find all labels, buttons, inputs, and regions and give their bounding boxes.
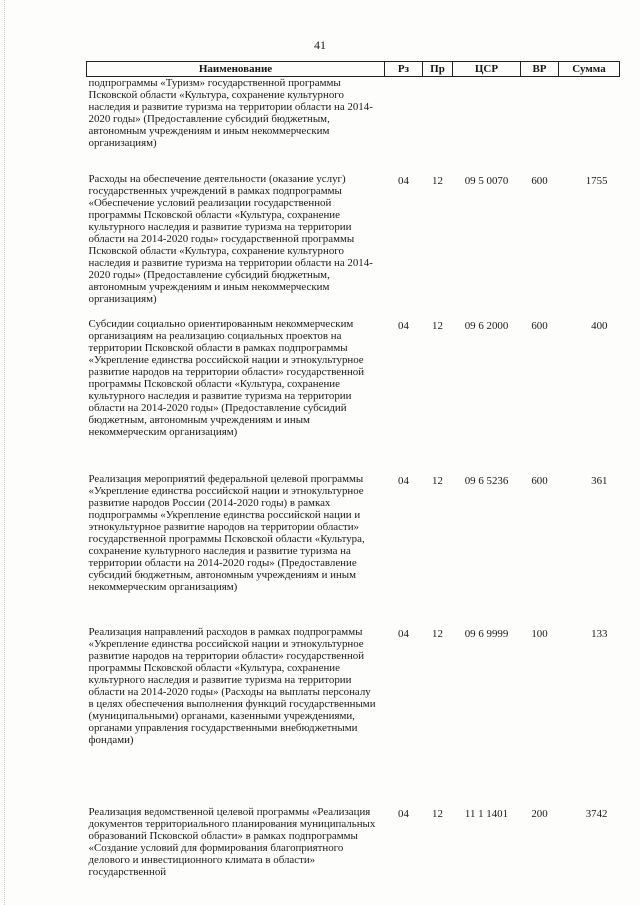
row-sum: 400 xyxy=(591,319,608,332)
row-vr xyxy=(521,77,559,173)
row-rz: 04 xyxy=(398,627,409,640)
row-pr xyxy=(423,77,453,173)
header-rz: Рз xyxy=(385,62,423,77)
row-vr: 600 xyxy=(531,319,548,332)
row-rz: 04 xyxy=(398,319,409,332)
row-vr: 200 xyxy=(531,807,548,820)
budget-table xyxy=(86,61,620,878)
scan-edge xyxy=(4,0,6,905)
row-pr: 12 xyxy=(432,627,443,640)
row-vr: 600 xyxy=(531,174,548,187)
row-sum: 361 xyxy=(591,474,608,487)
row-rz: 04 xyxy=(398,474,409,487)
row-vr: 100 xyxy=(531,627,548,640)
row-csr: 09 6 9999 xyxy=(464,627,509,640)
header-pr: Пр xyxy=(423,62,453,77)
row-csr xyxy=(453,77,521,173)
row-sum: 1755 xyxy=(585,174,608,187)
row-csr: 09 6 2000 xyxy=(464,319,509,332)
row-pr: 12 xyxy=(432,174,443,187)
row-rz xyxy=(385,77,423,173)
table-row xyxy=(87,473,620,626)
row-name: подпрограммы «Туризм» государственной программы Псковской области «Культура, сохранение культурного наследия и развитие туризма на территории области на 2014-2020 годы» (Предоставление субсидий бюджетным, автономным учреждениям и иным некоммерческим организациям) xyxy=(88,77,373,150)
header-name: Наименование xyxy=(87,62,385,77)
row-pr: 12 xyxy=(432,807,443,820)
table-row xyxy=(87,318,620,473)
page-number: 41 xyxy=(314,38,326,52)
row-vr: 600 xyxy=(531,474,548,487)
row-sum xyxy=(559,77,620,173)
row-name: Реализация ведомственной целевой программы «Реализация документов территориального планирования муниципальных образований Псковской области» в рамках подпрограммы «Создание условий для формирования благоприятного делового и инвестиционного климата в области» государственной xyxy=(88,805,376,878)
row-rz: 04 xyxy=(398,807,409,820)
row-pr: 12 xyxy=(432,474,443,487)
table-row xyxy=(87,806,620,878)
row-name: Расходы на обеспечение деятельности (оказание услуг) государственных учреждений в рамках подпрограммы «Обеспечение условий реализации государственной программы Псковской области «Культура, сохранение культурного наследия и развитие туризма на территории области на 2014-2020 годы» государственной программы Псковской области «Культура, сохранение культурного наследия и развитие туризма на территории области на 2014-2020 годы» (Предоставление субсидий бюджетным, автономным учреждениям и иным некоммерческим организациям) xyxy=(88,172,373,305)
row-pr: 12 xyxy=(432,319,443,332)
table-row xyxy=(87,77,620,173)
row-csr: 09 6 5236 xyxy=(464,474,509,487)
row-name: Субсидии социально ориентированным некоммерческим организациям на реализацию социальных проектов на территории Псковской области в рамках подпрограммы «Укрепление единства российской нации и этнокультурное развитие народов на территории области» государственной программы Псковской области «Культура, сохранение культурного наследия и развитие туризма на территории области на 2014-2020 годы» (Предоставление субсидий бюджетным, автономным учреждениям и иным некоммерческим организациям) xyxy=(88,317,365,438)
header-sum: Сумма xyxy=(559,62,620,77)
row-sum: 3742 xyxy=(585,807,608,820)
table-row xyxy=(87,173,620,318)
row-name: Реализация мероприятий федеральной целевой программы «Укрепление единства российской нации и этнокультурное развитие народов России (2014-2020 годы) в рамках подпрограммы «Укрепление единства российской нации и этнокультурное развитие народов на территории области» государственной программы Псковской области «Культура, сохранение культурного наследия и развитие туризма на территории области на 2014-2020 годы» (Предоставление субсидий бюджетным, автономным учреждениям и иным некоммерческим организациям) xyxy=(88,472,365,593)
table-header-row xyxy=(87,62,620,77)
row-csr: 09 5 0070 xyxy=(464,174,509,187)
row-sum: 133 xyxy=(591,627,608,640)
table-row xyxy=(87,626,620,806)
header-vr: ВР xyxy=(521,62,559,77)
header-csr: ЦСР xyxy=(453,62,521,77)
row-csr: 11 1 1401 xyxy=(464,807,509,820)
row-rz: 04 xyxy=(398,174,409,187)
row-name: Реализация направлений расходов в рамках подпрограммы «Укрепление единства российской нации и этнокультурное развитие народов на территории области» государственной программы Псковской области «Культура, сохранение культурного наследия и развитие туризма на территории области на 2014-2020 годы» (Расходы на выплаты персоналу в целях обеспечения выполнения функций государственными (муниципальными) органами, казенными учреждениями, органами управления государственными внебюджетными фондами) xyxy=(88,625,376,746)
